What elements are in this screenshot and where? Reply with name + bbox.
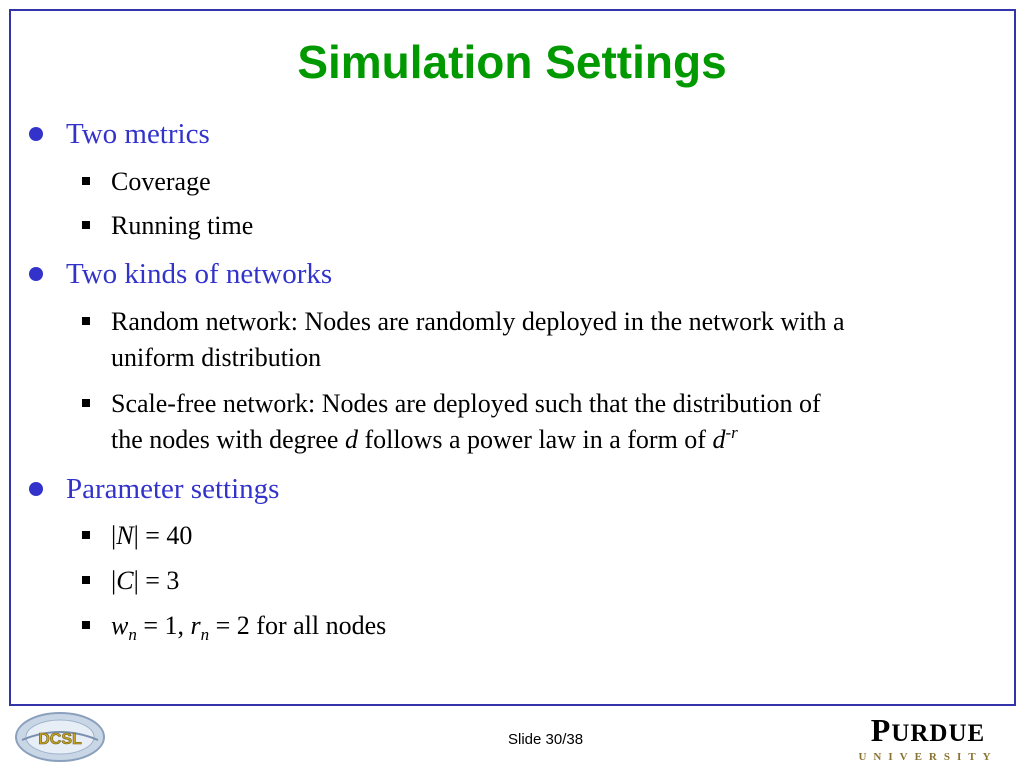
purdue-wordmark	[848, 714, 1008, 750]
dcsl-logo-graphic	[12, 710, 108, 764]
subbullet-c-setting	[111, 563, 179, 599]
subbullet-scale-free-network	[111, 386, 1011, 458]
slide-number: Slide 30/38	[508, 731, 584, 748]
random-network-line1: Random network: Nodes are randomly deployed in the network with a	[111, 307, 845, 336]
param-text: | = 3	[133, 566, 180, 595]
bullet-dot-icon	[29, 267, 43, 281]
slide-title: Simulation Settings	[297, 36, 727, 88]
scale-free-line1: Scale-free network: Nodes are deployed such that the distribution of	[111, 389, 821, 418]
var-n: N	[116, 521, 134, 550]
bullet-square-icon	[82, 399, 90, 407]
param-text: | = 40	[133, 521, 193, 550]
scale-free-line2	[111, 422, 1011, 458]
var-w: w	[111, 611, 129, 640]
var-r: r	[190, 611, 201, 640]
subscript	[128, 625, 137, 644]
bullet-label: Two kinds of networks	[66, 258, 333, 290]
bullet-square-icon	[82, 177, 90, 185]
subbullet-running-time	[111, 208, 253, 244]
sub-n: n	[128, 625, 137, 644]
param-text: = 1,	[136, 611, 191, 640]
subbullet-random-network	[111, 304, 1011, 376]
param-text: |	[111, 566, 117, 595]
subbullet-weight-setting	[111, 608, 386, 644]
bullet-dot-icon	[29, 127, 43, 141]
var-d: d	[344, 425, 358, 454]
subbullet-n-setting	[111, 518, 192, 554]
param-text: |	[111, 521, 117, 550]
bullet-two-metrics	[66, 117, 210, 151]
bullet-dot-icon	[29, 482, 43, 496]
bullet-square-icon	[82, 531, 90, 539]
power-exponent	[725, 423, 737, 442]
bullet-two-kinds-of-networks	[66, 257, 332, 291]
bullet-label: Two metrics	[66, 118, 210, 150]
dcsl-logo-text: DCSL	[38, 731, 82, 748]
bullet-square-icon	[82, 576, 90, 584]
subscript	[201, 625, 210, 644]
bullet-square-icon	[82, 317, 90, 325]
subbullet-label: Coverage	[111, 167, 211, 196]
bullet-square-icon	[82, 621, 90, 629]
random-network-line2: uniform distribution	[111, 343, 322, 372]
subbullet-coverage	[111, 164, 211, 200]
dcsl-logo	[12, 710, 108, 764]
subbullet-label: Running time	[111, 211, 254, 240]
bullet-square-icon	[82, 221, 90, 229]
bullet-parameter-settings	[66, 472, 279, 506]
purdue-university-text: UNIVERSITY	[858, 751, 998, 763]
exponent-text: -r	[725, 423, 738, 442]
sub-n: n	[200, 625, 210, 644]
purdue-logo	[848, 714, 1008, 763]
scale-free-text: follows a power law in a form of	[357, 425, 713, 454]
scale-free-text: the nodes with degree	[111, 425, 345, 454]
param-text: = 2 for all nodes	[209, 611, 387, 640]
var-c: C	[116, 566, 134, 595]
bullet-label: Parameter settings	[66, 473, 280, 505]
purdue-initial: P	[870, 712, 892, 748]
power-base: d	[712, 425, 726, 454]
purdue-rest: URDUE	[891, 720, 986, 747]
